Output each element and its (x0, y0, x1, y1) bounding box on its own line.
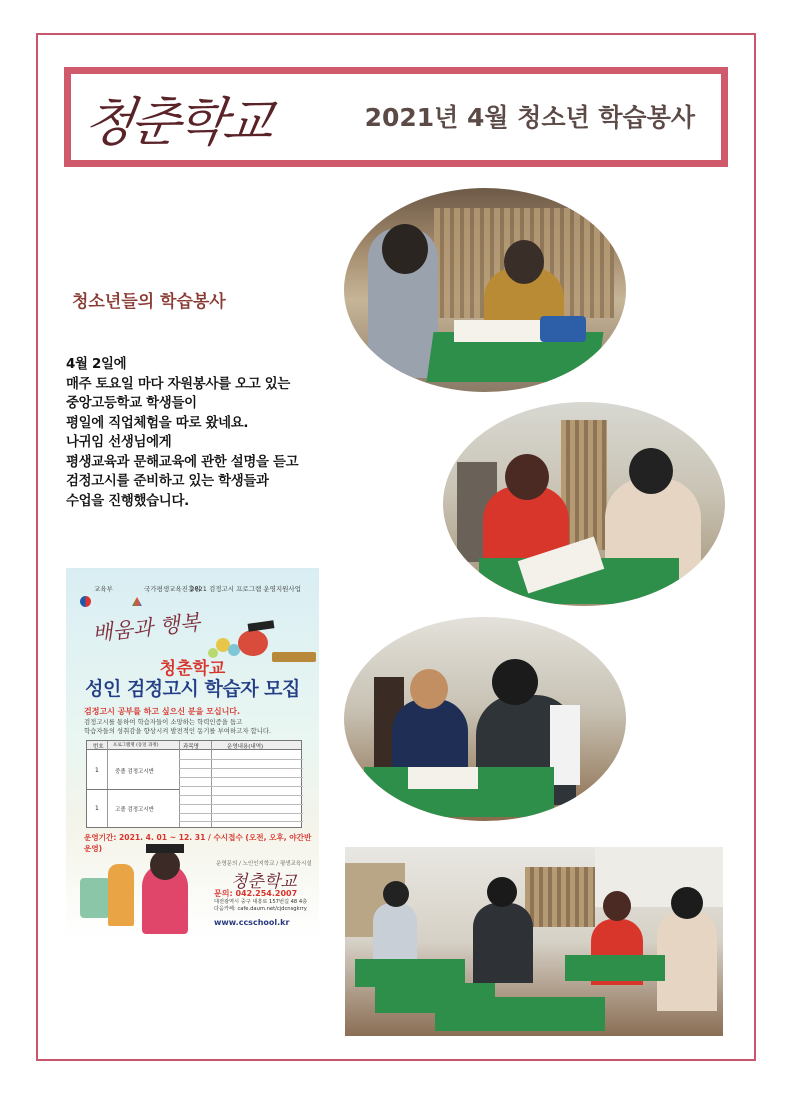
table-header-cell: 프로그램명 (동일 과정) (113, 743, 159, 748)
poster-address-line: 다음카페: cafe.daum.net/cjdcnsgkrry (214, 906, 307, 912)
body-line: 나귀임 선생님에게 (66, 435, 172, 450)
photo-tutoring-3 (344, 617, 626, 821)
poster-desc-line: 학습자들의 성취감을 향상시켜 발전적인 동기를 부여하고자 합니다. (84, 727, 272, 735)
body-line: 4월 2일에 (66, 357, 127, 372)
table-header-cell: 운영내용(내역) (227, 744, 264, 750)
ministry-logo-icon (80, 596, 91, 607)
recruitment-poster (66, 568, 319, 939)
table-header-cell: 번호 (93, 744, 104, 750)
poster-school-logo: 청춘학교 (231, 872, 297, 892)
poster-period: 운영기간: 2021. 4. 01 ~ 12. 31 / 수시접수 (오전, 오후, 야간반 운영) (84, 833, 312, 853)
institute-logo-icon (132, 597, 142, 606)
poster-schedule-table (86, 740, 302, 828)
photo-classroom (345, 847, 723, 1036)
table-header-cell: 과목명 (183, 744, 199, 750)
table-cell: 중졸 검정고시반 (115, 769, 154, 775)
poster-phone: 문의: 042.254.2007 (214, 889, 298, 898)
poster-url: www.ccschool.kr (214, 918, 290, 927)
poster-address-line: 대전광역시 중구 대흥로 157번길 48 4층 (214, 899, 308, 905)
table-cell: 1 (95, 805, 99, 812)
photo-tutoring-1 (344, 188, 626, 392)
table-header (87, 741, 301, 750)
graduation-cap-icon (248, 620, 275, 632)
body-line: 중앙고등학교 학생들이 (66, 396, 197, 411)
body-line: 수업을 진행했습니다. (66, 493, 189, 509)
poster-desc-line: 검정고시를 통하여 학습자들이 소망하는 학력인증을 돕고 (84, 718, 243, 726)
poster-title-part-a: 성인 검정고시 (85, 678, 205, 700)
poster-subtitle: 검정고시 공부를 하고 싶으신 분을 모십니다. (84, 707, 241, 716)
table-cell: 고졸 검정고시반 (115, 807, 154, 813)
poster-address (214, 899, 314, 913)
poster-title-school: 청춘학교 (159, 659, 226, 679)
body-line: 평일에 직업체험을 따로 왔네요. (66, 415, 249, 431)
poster-topbar (66, 580, 319, 598)
brand-logo: 청춘학교 (80, 93, 274, 153)
poster-org-institute: 국가평생교육진흥원 (144, 585, 201, 593)
poster-org-ministry: 교육부 (94, 585, 113, 593)
poster-title-part-b: 학습자 모집 (204, 678, 300, 700)
poster-script-logo: 배움과 행복 (91, 610, 202, 646)
poster-program: 2021 검정고시 프로그램 운영지원사업 (190, 585, 301, 593)
body-line: 평생교육과 문해교육에 관한 설명을 듣고 (66, 454, 299, 470)
section-heading: 청소년들의 학습봉사 (72, 292, 226, 312)
header-banner (64, 67, 728, 167)
body-line: 매주 토요일 마다 자원봉사를 오고 있는 (66, 376, 290, 392)
body-text (66, 355, 356, 511)
table-cell: 1 (95, 767, 99, 774)
photo-tutoring-2 (443, 402, 725, 606)
page-title: 2021년 4월 청소년 학습봉사 (364, 103, 695, 132)
poster-title-main (66, 674, 319, 701)
poster-description (84, 718, 304, 736)
body-line: 검정고시를 준비하고 있는 학생들과 (66, 474, 269, 489)
poster-contact-label: 운영문의 / 노인인지학교 / 평생교육시설 (216, 861, 312, 867)
